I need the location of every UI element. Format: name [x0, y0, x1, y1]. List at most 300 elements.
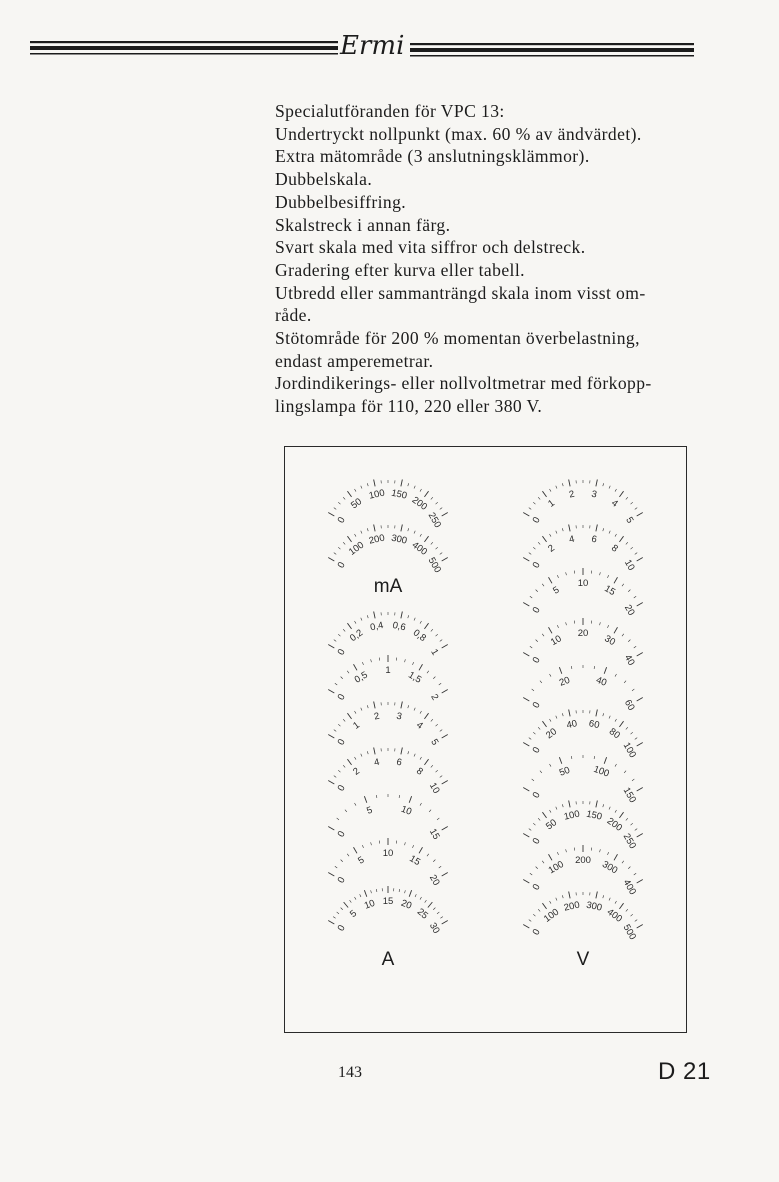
scale-tick: [536, 867, 538, 869]
scale-tick: [542, 903, 546, 909]
scale-tick: [569, 525, 570, 532]
scale-tick-label: 5: [356, 854, 367, 867]
spec-line: Stötområde för 200 % momentan överbelastning,: [275, 328, 640, 349]
scale-tick: [335, 866, 337, 868]
scale-tick: [350, 900, 352, 902]
scale-tick: [600, 622, 601, 625]
scale-tick: [523, 603, 529, 607]
spec-line: Extra mätområde (3 anslutningsklämmor).: [275, 146, 590, 167]
scale-tick: [540, 771, 542, 773]
meter-scales-figure: [285, 447, 686, 1032]
scale-tick: [408, 615, 409, 618]
scale-tick: [624, 681, 626, 683]
scale-tick: [530, 596, 532, 598]
scale-tick: [628, 640, 630, 642]
scale-tick: [347, 623, 351, 629]
scale-figure-panel: [284, 446, 687, 1033]
scale-tick: [523, 513, 529, 517]
scale-tick: [361, 618, 362, 621]
scale-tick-label: 10: [382, 848, 394, 859]
scale-tick: [533, 914, 535, 916]
scale-tick: [420, 757, 422, 760]
scale-tick: [442, 558, 448, 562]
scale-tick: [532, 779, 534, 781]
spec-line: Gradering efter kurva eller tabell.: [275, 259, 525, 280]
scale-tick-label: 150: [620, 785, 639, 805]
scale-tick: [529, 508, 531, 510]
v-scale-4: [523, 665, 643, 713]
scale-tick-label: 0: [530, 700, 543, 711]
scale-tick: [562, 713, 563, 716]
section-code: D 21: [658, 1058, 711, 1085]
scale-tick: [334, 776, 336, 778]
scale-tick: [355, 803, 357, 806]
unit-label-v: V: [576, 949, 590, 970]
scale-tick: [609, 807, 610, 810]
scale-tick-label: 0: [335, 692, 348, 703]
scale-tick: [550, 764, 552, 767]
scale-tick: [355, 621, 357, 624]
logo-text: Ermi: [340, 31, 405, 61]
scale-tick: [334, 730, 336, 732]
scale-tick: [600, 572, 601, 575]
scale-tick: [549, 854, 553, 860]
scale-tick-label: 300: [390, 532, 409, 547]
scale-tick: [440, 776, 442, 778]
scale-tick-label: 1: [546, 497, 557, 510]
v-scale-9: [523, 892, 643, 942]
scale-tick: [628, 867, 630, 869]
scale-tick: [637, 558, 643, 562]
scale-tick: [439, 683, 441, 685]
unit-label-a: A: [381, 949, 395, 970]
scale-tick-label: 0: [530, 836, 543, 847]
scale-tick: [328, 558, 334, 562]
spec-line: Svart skala med vita siffror och delstreck.: [275, 237, 586, 258]
scale-tick-label: 30: [426, 920, 442, 936]
spec-line: Undertryckt nollpunkt (max. 60 % av ändvärdet).: [275, 123, 642, 144]
scale-tick-label: 40: [565, 718, 579, 732]
scale-tick: [557, 625, 558, 628]
v-scale-0: [523, 480, 643, 526]
scale-tick: [614, 577, 618, 583]
scale-tick: [609, 898, 610, 901]
scale-tick: [632, 689, 634, 691]
scale-tick: [442, 645, 448, 649]
scale-tick: [556, 807, 557, 810]
scale-tick: [415, 894, 416, 897]
scale-tick: [361, 754, 362, 757]
scale-tick-label: 50: [557, 764, 572, 779]
scale-tick: [609, 531, 610, 534]
scale-tick: [637, 698, 643, 702]
scale-tick: [542, 536, 546, 542]
scale-tick: [361, 531, 362, 534]
scale-tick: [414, 708, 415, 711]
scale-tick: [367, 615, 368, 618]
scale-tick-label: 10: [426, 780, 442, 796]
scale-tick: [542, 812, 546, 818]
scale-tick: [328, 645, 334, 649]
scale-tick-label: 200: [367, 532, 386, 547]
spec-line: lingslampa för 110, 220 eller 380 V.: [275, 396, 543, 417]
scale-tick: [420, 621, 422, 624]
scale-tick: [542, 721, 546, 727]
scale-tick: [424, 491, 428, 497]
scale-tick: [362, 845, 363, 848]
spec-line: Jordindikerings- eller nollvoltmetrar med förkopp-: [275, 373, 652, 394]
scale-tick: [615, 674, 617, 677]
scale-tick: [361, 486, 362, 489]
scale-tick-label: 0: [530, 927, 543, 938]
scale-tick: [559, 757, 561, 764]
scale-tick: [603, 895, 604, 898]
scale-tick: [334, 553, 336, 555]
scale-tick: [371, 842, 372, 845]
v-scale-8: [523, 845, 643, 897]
a-scale-2: [328, 702, 448, 748]
scale-tick: [569, 892, 570, 899]
scale-tick: [635, 829, 637, 831]
scale-tick: [637, 788, 643, 792]
scale-tick: [428, 902, 432, 907]
scale-tick-label: 5: [365, 804, 375, 817]
scale-tick: [634, 873, 636, 875]
scale-tick: [433, 860, 435, 862]
scale-tick: [566, 849, 567, 852]
scale-tick: [440, 553, 442, 555]
scale-tick: [431, 542, 433, 544]
scale-tick: [631, 732, 633, 734]
scale-tick-label: 200: [604, 815, 625, 834]
scale-tick: [624, 771, 626, 773]
scale-tick: [619, 721, 623, 727]
scale-tick: [631, 914, 633, 916]
scale-tick: [637, 925, 643, 929]
scale-tick: [401, 702, 402, 709]
scale-tick: [367, 751, 368, 754]
scale-tick: [540, 681, 542, 683]
scale-tick-label: 150: [585, 808, 604, 823]
scale-tick: [420, 489, 422, 492]
scale-tick-label: 15: [426, 826, 442, 842]
scale-tick: [549, 627, 553, 633]
scale-tick-label: 250: [620, 831, 639, 851]
scale-tick: [343, 542, 345, 544]
scale-tick: [414, 531, 415, 534]
scale-tick: [603, 804, 604, 807]
scale-tick: [440, 508, 442, 510]
scale-tick: [355, 757, 357, 760]
scale-tick-label: 2: [428, 692, 441, 703]
scale-tick: [604, 667, 606, 674]
scale-tick: [371, 890, 372, 893]
scale-tick: [614, 627, 618, 633]
scale-tick-label: 0: [530, 655, 543, 666]
scale-tick: [529, 738, 531, 740]
scale-tick: [550, 901, 552, 904]
scale-tick-label: 100: [620, 740, 639, 760]
scale-tick-label: 100: [367, 487, 386, 502]
scale-tick: [343, 629, 345, 631]
scale-tick-label: 10: [399, 803, 414, 818]
scale-tick-label: 0: [530, 560, 543, 571]
scale-tick: [536, 590, 538, 592]
scale-tick: [542, 584, 544, 586]
scale-tick: [399, 795, 400, 798]
scale-tick: [347, 713, 351, 719]
v-scale-5: [523, 710, 643, 760]
scale-tick: [347, 491, 351, 497]
scale-tick-label: 5: [348, 908, 360, 920]
scale-tick-label: 0: [335, 923, 348, 934]
scale-tick: [328, 690, 334, 694]
scale-tick: [440, 640, 442, 642]
spec-line: Specialutföranden för VPC 13:: [275, 101, 505, 121]
scale-tick-label: 15: [382, 896, 394, 907]
scale-tick: [542, 634, 544, 636]
scale-tick: [533, 732, 535, 734]
scale-tick: [437, 818, 439, 820]
scale-tick: [355, 534, 357, 537]
scale-tick: [559, 667, 561, 674]
scale-tick: [341, 677, 343, 679]
scale-tick: [338, 634, 340, 636]
scale-tick: [367, 528, 368, 531]
scale-tick: [550, 534, 552, 537]
scale-tick: [615, 810, 617, 813]
scale-tick: [607, 852, 608, 855]
scale-tick: [328, 735, 334, 739]
specifications-list: [275, 100, 715, 418]
scale-tick: [533, 502, 535, 504]
scale-tick: [557, 575, 558, 578]
a-scale-4: [328, 794, 448, 842]
scale-tick: [571, 666, 572, 669]
scale-tick: [566, 572, 567, 575]
scale-tick: [615, 901, 617, 904]
scale-tick: [399, 889, 400, 892]
scale-tick: [354, 664, 358, 670]
scale-tick-label: 1: [351, 719, 362, 732]
scale-tick: [562, 804, 563, 807]
scale-tick-label: 8: [414, 765, 425, 778]
scale-tick: [603, 713, 604, 716]
scale-tick: [615, 534, 617, 537]
scale-tick: [371, 659, 372, 662]
scale-tick-label: 30: [602, 633, 618, 649]
scale-tick: [414, 754, 415, 757]
scale-tick: [596, 480, 597, 487]
scale-tick: [542, 491, 546, 497]
scale-tick: [338, 724, 340, 726]
scale-tick: [631, 823, 633, 825]
scale-tick-label: 100: [562, 808, 581, 823]
scale-tick-label: 0: [335, 829, 348, 840]
scale-tick-label: 400: [620, 877, 639, 897]
scale-tick: [523, 880, 529, 884]
scale-tick: [431, 719, 433, 721]
scale-tick: [556, 898, 557, 901]
spec-line: Utbredd eller sammanträngd skala inom visst om-: [275, 282, 646, 303]
scale-tick: [635, 508, 637, 510]
scale-tick: [533, 823, 535, 825]
scale-tick: [532, 689, 534, 691]
v-scale-6: [523, 755, 643, 805]
scale-tick-label: 0,4: [369, 619, 385, 634]
scale-tick-label: 300: [585, 899, 604, 914]
scale-tick: [442, 735, 448, 739]
scale-tick: [367, 483, 368, 486]
scale-tick: [542, 861, 544, 863]
scale-tick-label: 20: [621, 602, 637, 618]
scale-tick-label: 1: [428, 647, 441, 658]
scale-tick: [409, 796, 411, 803]
scale-tick: [338, 502, 340, 504]
scale-tick: [424, 536, 428, 542]
scale-tick: [344, 902, 348, 907]
scale-tick-label: 2: [546, 542, 557, 555]
spec-line: råde.: [275, 305, 312, 326]
header-rule-left: [30, 38, 338, 58]
scale-tick: [609, 716, 610, 719]
scale-tick-label: 10: [362, 897, 377, 912]
scale-tick: [337, 818, 339, 820]
scale-tick: [538, 542, 540, 544]
scale-tick: [538, 818, 540, 820]
scale-tick-label: 100: [591, 763, 611, 780]
scale-tick-label: 200: [575, 855, 591, 866]
scale-tick: [529, 829, 531, 831]
scale-tick: [550, 810, 552, 813]
scale-tick: [431, 765, 433, 767]
scale-tick-label: 0,8: [410, 627, 429, 645]
scale-tick: [431, 629, 433, 631]
scale-tick: [523, 653, 529, 657]
scale-tick: [523, 788, 529, 792]
scale-tick: [440, 730, 442, 732]
scale-tick-label: 4: [568, 533, 576, 546]
scale-tick: [635, 553, 637, 555]
scale-tick: [523, 743, 529, 747]
scale-tick: [615, 719, 617, 722]
scale-tick: [626, 818, 628, 820]
scale-tick: [562, 483, 563, 486]
spec-line: Dubbelbesiffring.: [275, 191, 407, 212]
scale-tick: [631, 502, 633, 504]
scale-tick: [374, 480, 375, 487]
scale-tick-label: 0: [335, 783, 348, 794]
scale-tick: [442, 781, 448, 785]
scale-tick: [364, 796, 366, 803]
scale-tick: [442, 827, 448, 831]
spec-line: Dubbelskala.: [275, 169, 373, 190]
scale-tick-label: 0: [530, 515, 543, 526]
v-scale-2: [523, 568, 643, 618]
scale-tick: [347, 759, 351, 765]
scale-tick: [328, 873, 334, 877]
spec-line: Skalstreck i annan färg.: [275, 214, 451, 235]
scale-tick: [355, 489, 357, 492]
unit-label-ma: mA: [373, 576, 403, 597]
scale-tick-label: 0: [335, 647, 348, 658]
scale-tick: [626, 727, 628, 729]
scale-tick: [596, 710, 597, 717]
a-scale-3: [328, 748, 448, 796]
scale-tick-label: 4: [414, 719, 425, 732]
scale-tick: [622, 634, 624, 636]
scale-tick: [538, 497, 540, 499]
scale-tick: [424, 759, 428, 765]
scale-tick: [609, 486, 610, 489]
scale-tick-label: 20: [544, 726, 560, 742]
scale-tick: [401, 748, 402, 755]
page-number: 143: [338, 1064, 362, 1081]
scale-tick: [626, 497, 628, 499]
scale-tick-label: 2: [373, 710, 381, 723]
scale-tick: [408, 705, 409, 708]
v-scale-7: [523, 801, 643, 851]
scale-tick: [600, 849, 601, 852]
scale-tick-label: 10: [548, 633, 564, 649]
spec-line: endast amperemetrar.: [275, 350, 434, 371]
scale-tick: [550, 489, 552, 492]
scale-tick-label: 0: [335, 560, 348, 571]
scale-tick: [603, 528, 604, 531]
scale-tick: [523, 834, 529, 838]
scale-tick: [619, 812, 623, 818]
scale-tick: [341, 908, 343, 910]
scale-tick: [550, 719, 552, 722]
scale-tick-label: 8: [609, 542, 620, 555]
scale-tick: [523, 925, 529, 929]
scale-tick: [420, 534, 422, 537]
scale-tick-label: 3: [395, 710, 403, 723]
scale-tick-label: 80: [606, 726, 622, 742]
scale-tick: [376, 795, 377, 798]
scale-tick: [401, 612, 402, 619]
scale-tick: [442, 513, 448, 517]
scale-tick-label: 4: [373, 756, 381, 769]
scale-tick: [538, 727, 540, 729]
scale-tick: [361, 708, 362, 711]
scale-tick-label: 10: [621, 557, 637, 573]
header-rule-right: [410, 40, 694, 64]
scale-tick: [635, 920, 637, 922]
scale-tick: [347, 671, 349, 673]
scale-tick: [405, 890, 406, 893]
scale-tick-label: 50: [349, 496, 365, 512]
scale-tick-label: 100: [546, 858, 566, 877]
scale-tick-label: 15: [602, 583, 618, 599]
scale-tick: [607, 575, 608, 578]
scale-tick: [420, 711, 422, 714]
scale-tick-label: 1,5: [406, 669, 424, 686]
scale-tick: [427, 854, 429, 856]
scale-tick: [362, 662, 363, 665]
scale-tick: [622, 861, 624, 863]
scale-tick: [437, 912, 439, 914]
scale-tick: [354, 847, 358, 853]
scale-tick: [569, 710, 570, 717]
scale-tick-label: 0: [530, 605, 543, 616]
scale-tick: [523, 558, 529, 562]
scale-tick-label: 1: [385, 665, 391, 676]
scale-tick: [425, 900, 427, 902]
scale-tick-label: 150: [390, 487, 409, 502]
scale-tick: [333, 917, 335, 919]
scale-tick: [412, 662, 413, 665]
